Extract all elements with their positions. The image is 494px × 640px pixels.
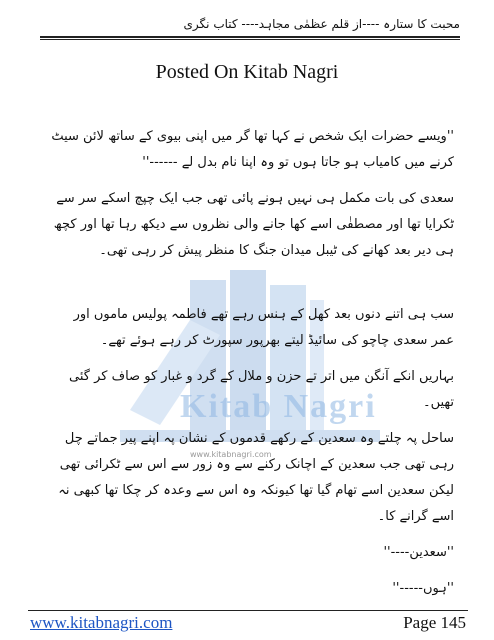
paragraph: ساحل پہ چلتے وہ سعدین کے رکھے قدموں کے نشان پہ اپنے پیر جماتے چل رہی تھی جب سعدین کے اچانک رکنے سے وہ زور سے اس سے ٹکرائی تھی لیکن سعدین اسے تھام گیا تھا کیونکہ وہ اس سے وعدہ کر چکا تھا کبھی نہ اسے گرانے کا۔ [58, 431, 454, 524]
running-header: محبت کا ستارہ ----از قلم عظمٰی مجاہد---- کتاب نگری [183, 17, 460, 31]
paragraph: ''ہوں-----'' [392, 581, 454, 596]
paragraph: ''سعدین----'' [383, 545, 454, 560]
header-rule [40, 36, 460, 38]
paragraph: سعدی کی بات مکمل ہی نہیں ہونے پائی تھی جب ایک چپچ اسکے سر سے ٹکرایا تھا اور مصطفٰی اسے کھا جانے والی نظروں سے دیکھ رہا تھا اور کچھ ہی دیر بعد کھانے کی ٹیبل میدان جنگ کا منظر پیش کر رہی تھی۔ [53, 191, 454, 258]
footer-rule [28, 610, 468, 611]
body-text [50, 124, 454, 602]
paragraph: ''ویسے حضرات ایک شخص نے کہا تھا گر میں اپنی بیوی کے ساتھ لائن سیٹ کرنے میں کامیاب ہو جاتا ہوں تو وہ اپنا نام بدل لے ------'' [51, 129, 454, 170]
page-number: Page 145 [403, 613, 466, 632]
header-rule-thin [40, 39, 460, 40]
footer-website-link[interactable]: www.kitabnagri.com [30, 613, 173, 632]
watermark-url: www.kitabnagri.com [190, 450, 272, 459]
paragraph: بہاریں انکے آنگن میں اتر تے حزن و ملال کے گرد و غبار کو صاف کر گئی تھیں۔ [69, 369, 454, 410]
posted-banner: Posted On Kitab Nagri [155, 61, 339, 83]
watermark-brand: Kitab Nagri [180, 388, 377, 425]
paragraph: سب ہی اتنے دنوں بعد کھل کے ہنس رہے تھے فاطمہ پولیس ماموں اور عمر سعدی چاچو کی سائیڈ لیتے بھرپور سپورٹ کر رہے ہوئے تھے۔ [73, 307, 454, 348]
